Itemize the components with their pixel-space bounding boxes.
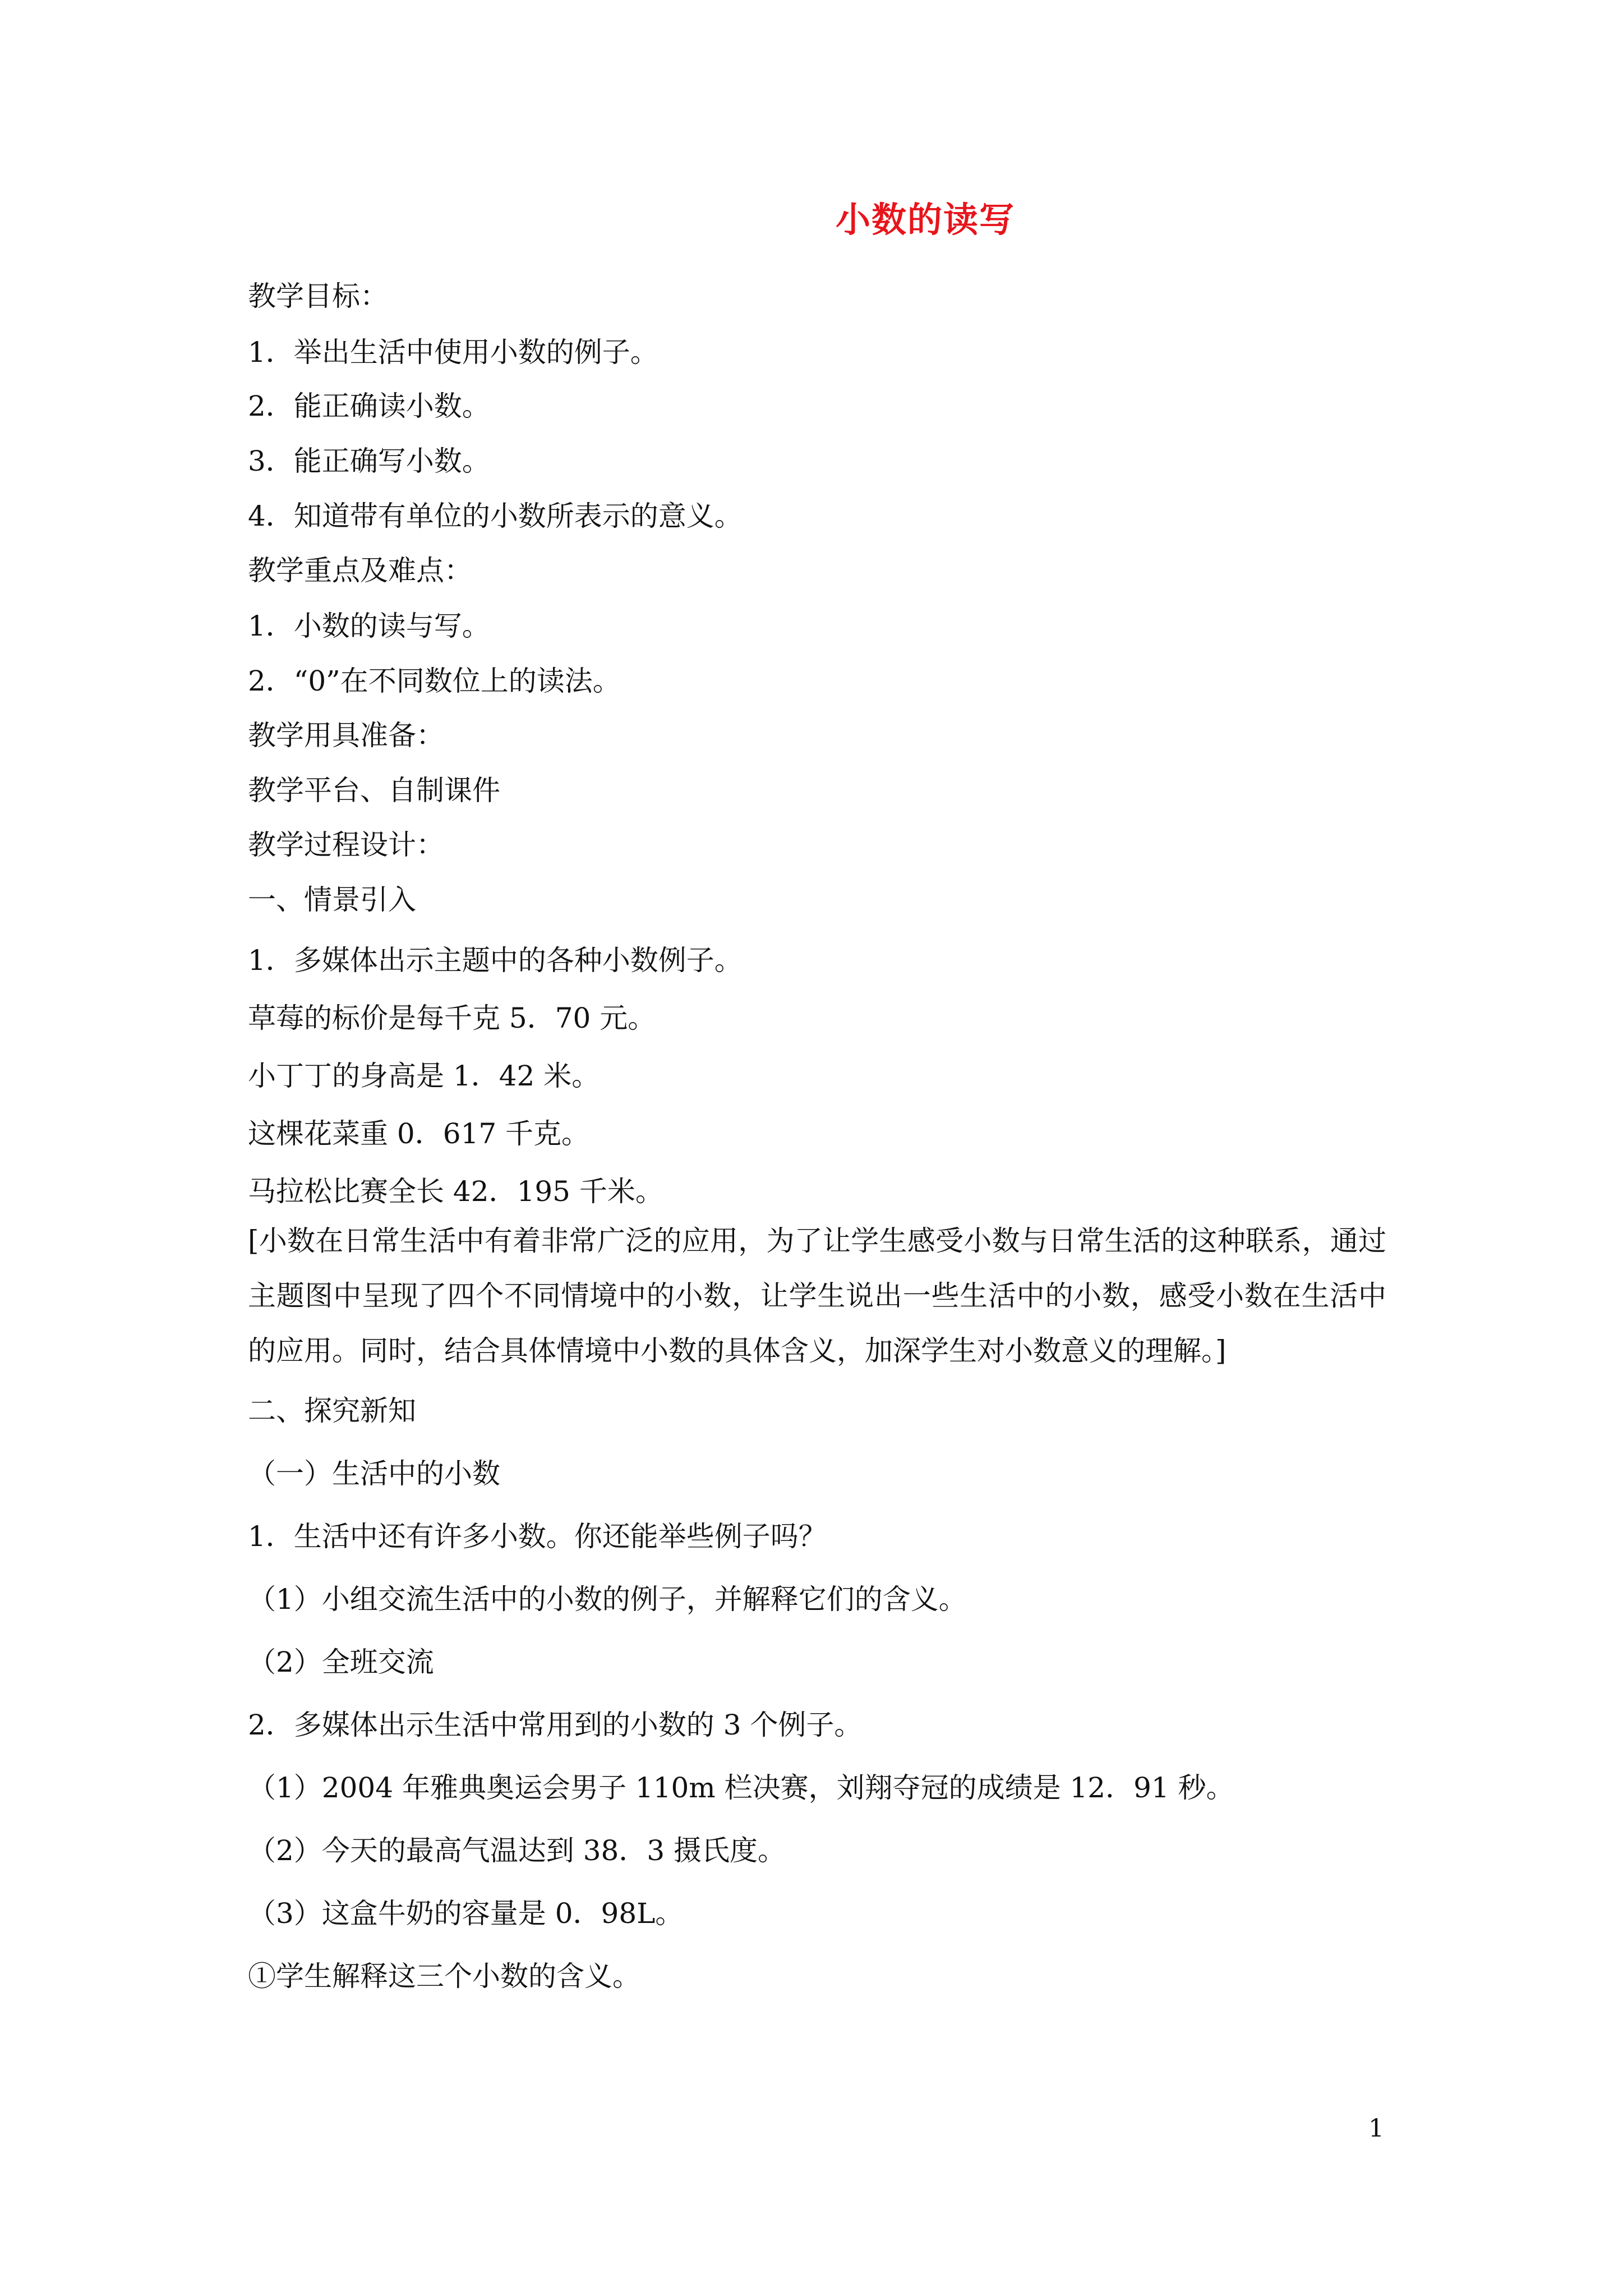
process-heading: 教学过程设计：: [248, 829, 444, 861]
materials-text: 教学平台、自制课件: [248, 774, 500, 807]
subsection-1-item-1-sub-1: （1）小组交流生活中的小数的例子，并解释它们的含义。: [248, 1583, 967, 1616]
example-strawberry: 草莓的标价是每千克 5．70 元。: [248, 1002, 656, 1034]
objective-item-2: 2．能正确读小数。: [248, 390, 490, 422]
example-temperature: （2）今天的最高气温达到 38．3 摄氏度。: [248, 1834, 786, 1867]
example-cauliflower: 这棵花菜重 0．617 千克。: [248, 1117, 590, 1150]
key-points-heading: 教学重点及难点：: [248, 554, 472, 587]
key-point-item-1: 1．小数的读与写。: [248, 610, 490, 642]
section-2-heading: 二、探究新知: [248, 1395, 416, 1427]
teaching-note-paragraph: [小数在日常生活中有着非常广泛的应用，为了让学生感受小数与日常生活的这种联系，通过主题图中呈现了四个不同情境中的小数，让学生说出一些生活中的小数，感受小数在生活中的应用。同时，结合具体情境中小数的具体含义，加深学生对小数意义的理解。]: [248, 1225, 1386, 1367]
section-1-heading: 一、情景引入: [248, 884, 416, 916]
objective-item-4: 4．知道带有单位的小数所表示的意义。: [248, 500, 743, 532]
subsection-1-item-2: 2．多媒体出示生活中常用到的小数的 3 个例子。: [248, 1709, 863, 1741]
subsection-1-heading: （一）生活中的小数: [248, 1457, 500, 1490]
example-height: 小丁丁的身高是 1．42 米。: [248, 1060, 600, 1092]
key-point-item-2: 2．“0”在不同数位上的读法。: [248, 665, 621, 697]
example-hurdles: （1）2004 年雅典奥运会男子 110m 栏决赛，刘翔夺冠的成绩是 12．91 秒。: [248, 1772, 1234, 1804]
objective-item-3: 3．能正确写小数。: [248, 445, 490, 477]
objective-item-1: 1．举出生活中使用小数的例子。: [248, 336, 658, 369]
subsection-1-item-1-sub-2: （2）全班交流: [248, 1646, 434, 1678]
example-marathon: 马拉松比赛全长 42．195 千米。: [248, 1175, 663, 1208]
section-1-item-1: 1．多媒体出示主题中的各种小数例子。: [248, 944, 743, 977]
objectives-heading: 教学目标：: [248, 280, 388, 312]
student-explanation: ①学生解释这三个小数的含义。: [248, 1960, 640, 1993]
document-title: 小数的读写: [835, 199, 1015, 240]
page-number: 1: [1368, 2114, 1384, 2143]
subsection-1-item-1: 1．生活中还有许多小数。你还能举些例子吗？: [248, 1520, 827, 1553]
materials-heading: 教学用具准备：: [248, 719, 444, 752]
example-milk: （3）这盒牛奶的容量是 0．98L。: [248, 1897, 684, 1930]
